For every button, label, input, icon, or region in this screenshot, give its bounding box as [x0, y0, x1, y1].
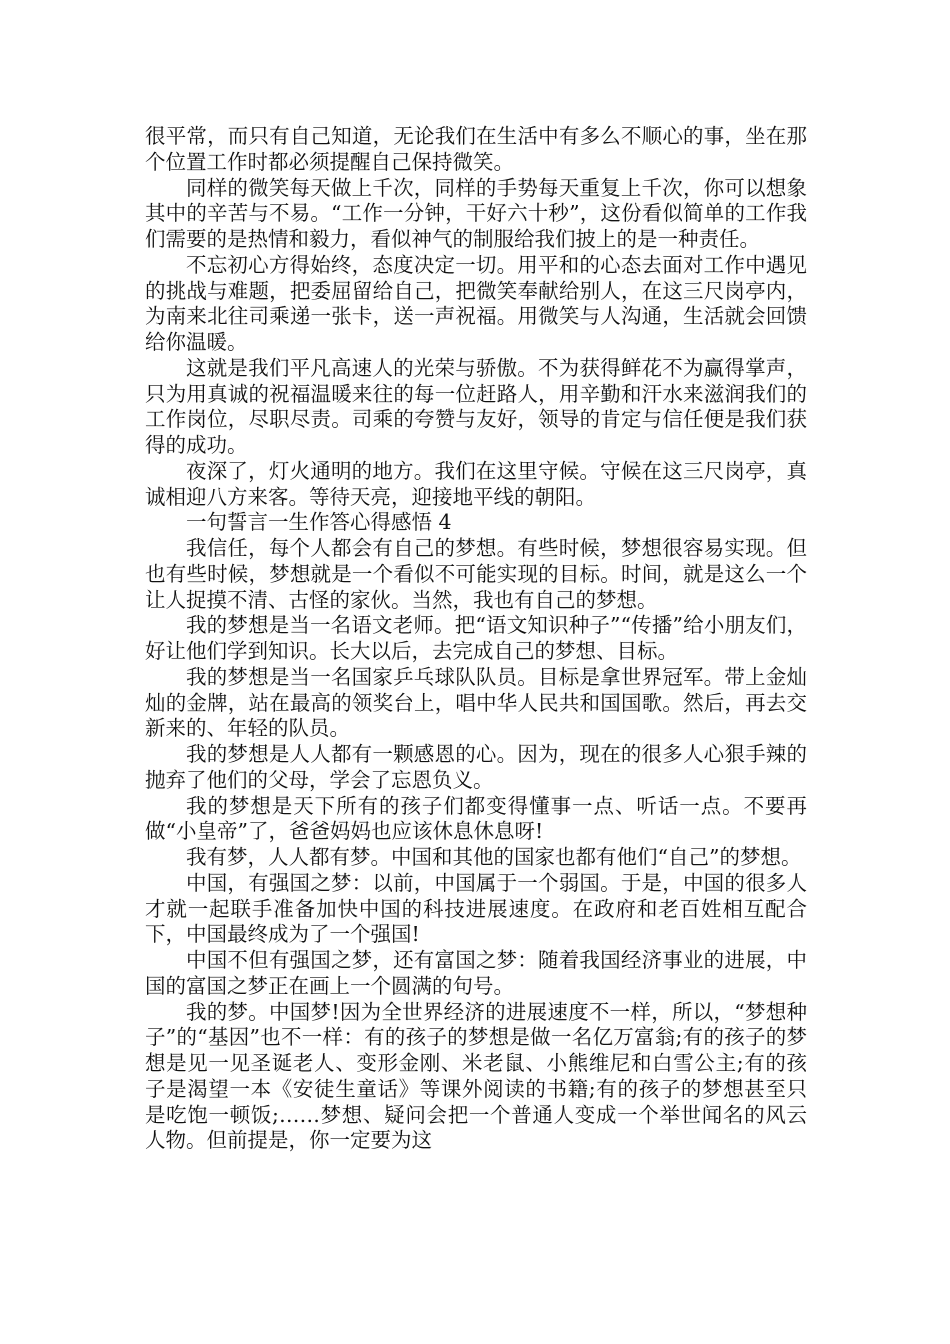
- paragraph: 我的梦。中国梦!因为全世界经济的进展速度不一样，所以，“梦想种子”的“基因”也不一样：有的孩子的梦想是做一名亿万富翁;有的孩子的梦想是见一见圣诞老人、变形金刚、米老鼠、小熊维尼和白雪公主;有的孩子是渴望一本《安徒生童话》等课外阅读的书籍;有的孩子的梦想甚至只是吃饱一顿饭;……梦想、疑问会把一个普通人变成一个举世闻名的风云人物。但前提是，你一定要为这: [145, 999, 807, 1153]
- paragraph: 不忘初心方得始终，态度决定一切。用平和的心态去面对工作中遇见的挑战与难题，把委屈留给自己，把微笑奉献给别人，在这三尺岗亭内，为南来北往司乘递一张卡，送一声祝福。用微笑与人沟通，生活就会回馈给你温暖。: [145, 252, 807, 354]
- section-heading: 一句誓言一生作答心得感悟 4: [186, 510, 452, 535]
- paragraph: 夜深了，灯火通明的地方。我们在这里守候。守候在这三尺岗亭，真诚相迎八方来客。等待天亮，迎接地平线的朝阳。: [145, 458, 807, 509]
- paragraph: 同样的微笑每天做上千次，同样的手势每天重复上千次，你可以想象其中的辛苦与不易。“工作一分钟，干好六十秒”，这份看似简单的工作我们需要的是热情和毅力，看似神气的制服给我们披上的是一种责任。: [145, 175, 807, 251]
- paragraph: 这就是我们平凡高速人的光荣与骄傲。不为获得鲜花不为赢得掌声，只为用真诚的祝福温暖来往的每一位赶路人，用辛勤和汗水来滋润我们的工作岗位，尽职尽责。司乘的夸赞与友好，领导的肯定与信任便是我们获得的成功。: [145, 355, 807, 457]
- paragraph: 我信任，每个人都会有自己的梦想。有些时候，梦想很容易实现。但也有些时候，梦想就是一个看似不可能实现的目标。时间，就是这么一个让人捉摸不清、古怪的家伙。当然，我也有自己的梦想。: [145, 536, 807, 612]
- document-body: [145, 124, 807, 1154]
- paragraph: 我的梦想是天下所有的孩子们都变得懂事一点、听话一点。不要再做“小皇帝”了，爸爸妈妈也应该休息休息呀!: [145, 793, 807, 844]
- paragraph: 我的梦想是人人都有一颗感恩的心。因为，现在的很多人心狠手辣的抛弃了他们的父母，学会了忘恩负义。: [145, 742, 807, 792]
- paragraph: 我有梦，人人都有梦。中国和其他的国家也都有他们“自己”的梦想。: [186, 845, 802, 869]
- paragraph: 我的梦想是当一名国家乒乓球队队员。目标是拿世界冠军。带上金灿灿的金牌，站在最高的领奖台上，唱中华人民共和国国歌。然后，再去交新来的、年轻的队员。: [145, 664, 807, 741]
- paragraph: 很平常，而只有自己知道，无论我们在生活中有多么不顺心的事，坐在那个位置工作时都必须提醒自己保持微笑。: [145, 124, 807, 174]
- paragraph: 中国不但有强国之梦，还有富国之梦：随着我国经济事业的进展，中国的富国之梦正在画上一个圆满的句号。: [145, 948, 807, 998]
- paragraph: 我的梦想是当一名语文老师。把“语文知识种子”“传播”给小朋友们，好让他们学到知识。长大以后，去完成自己的梦想、目标。: [145, 613, 807, 663]
- paragraph: 中国，有强国之梦：以前，中国属于一个弱国。于是，中国的很多人才就一起联手准备加快中国的科技进展速度。在政府和老百姓相互配合下，中国最终成为了一个强国!: [145, 870, 807, 947]
